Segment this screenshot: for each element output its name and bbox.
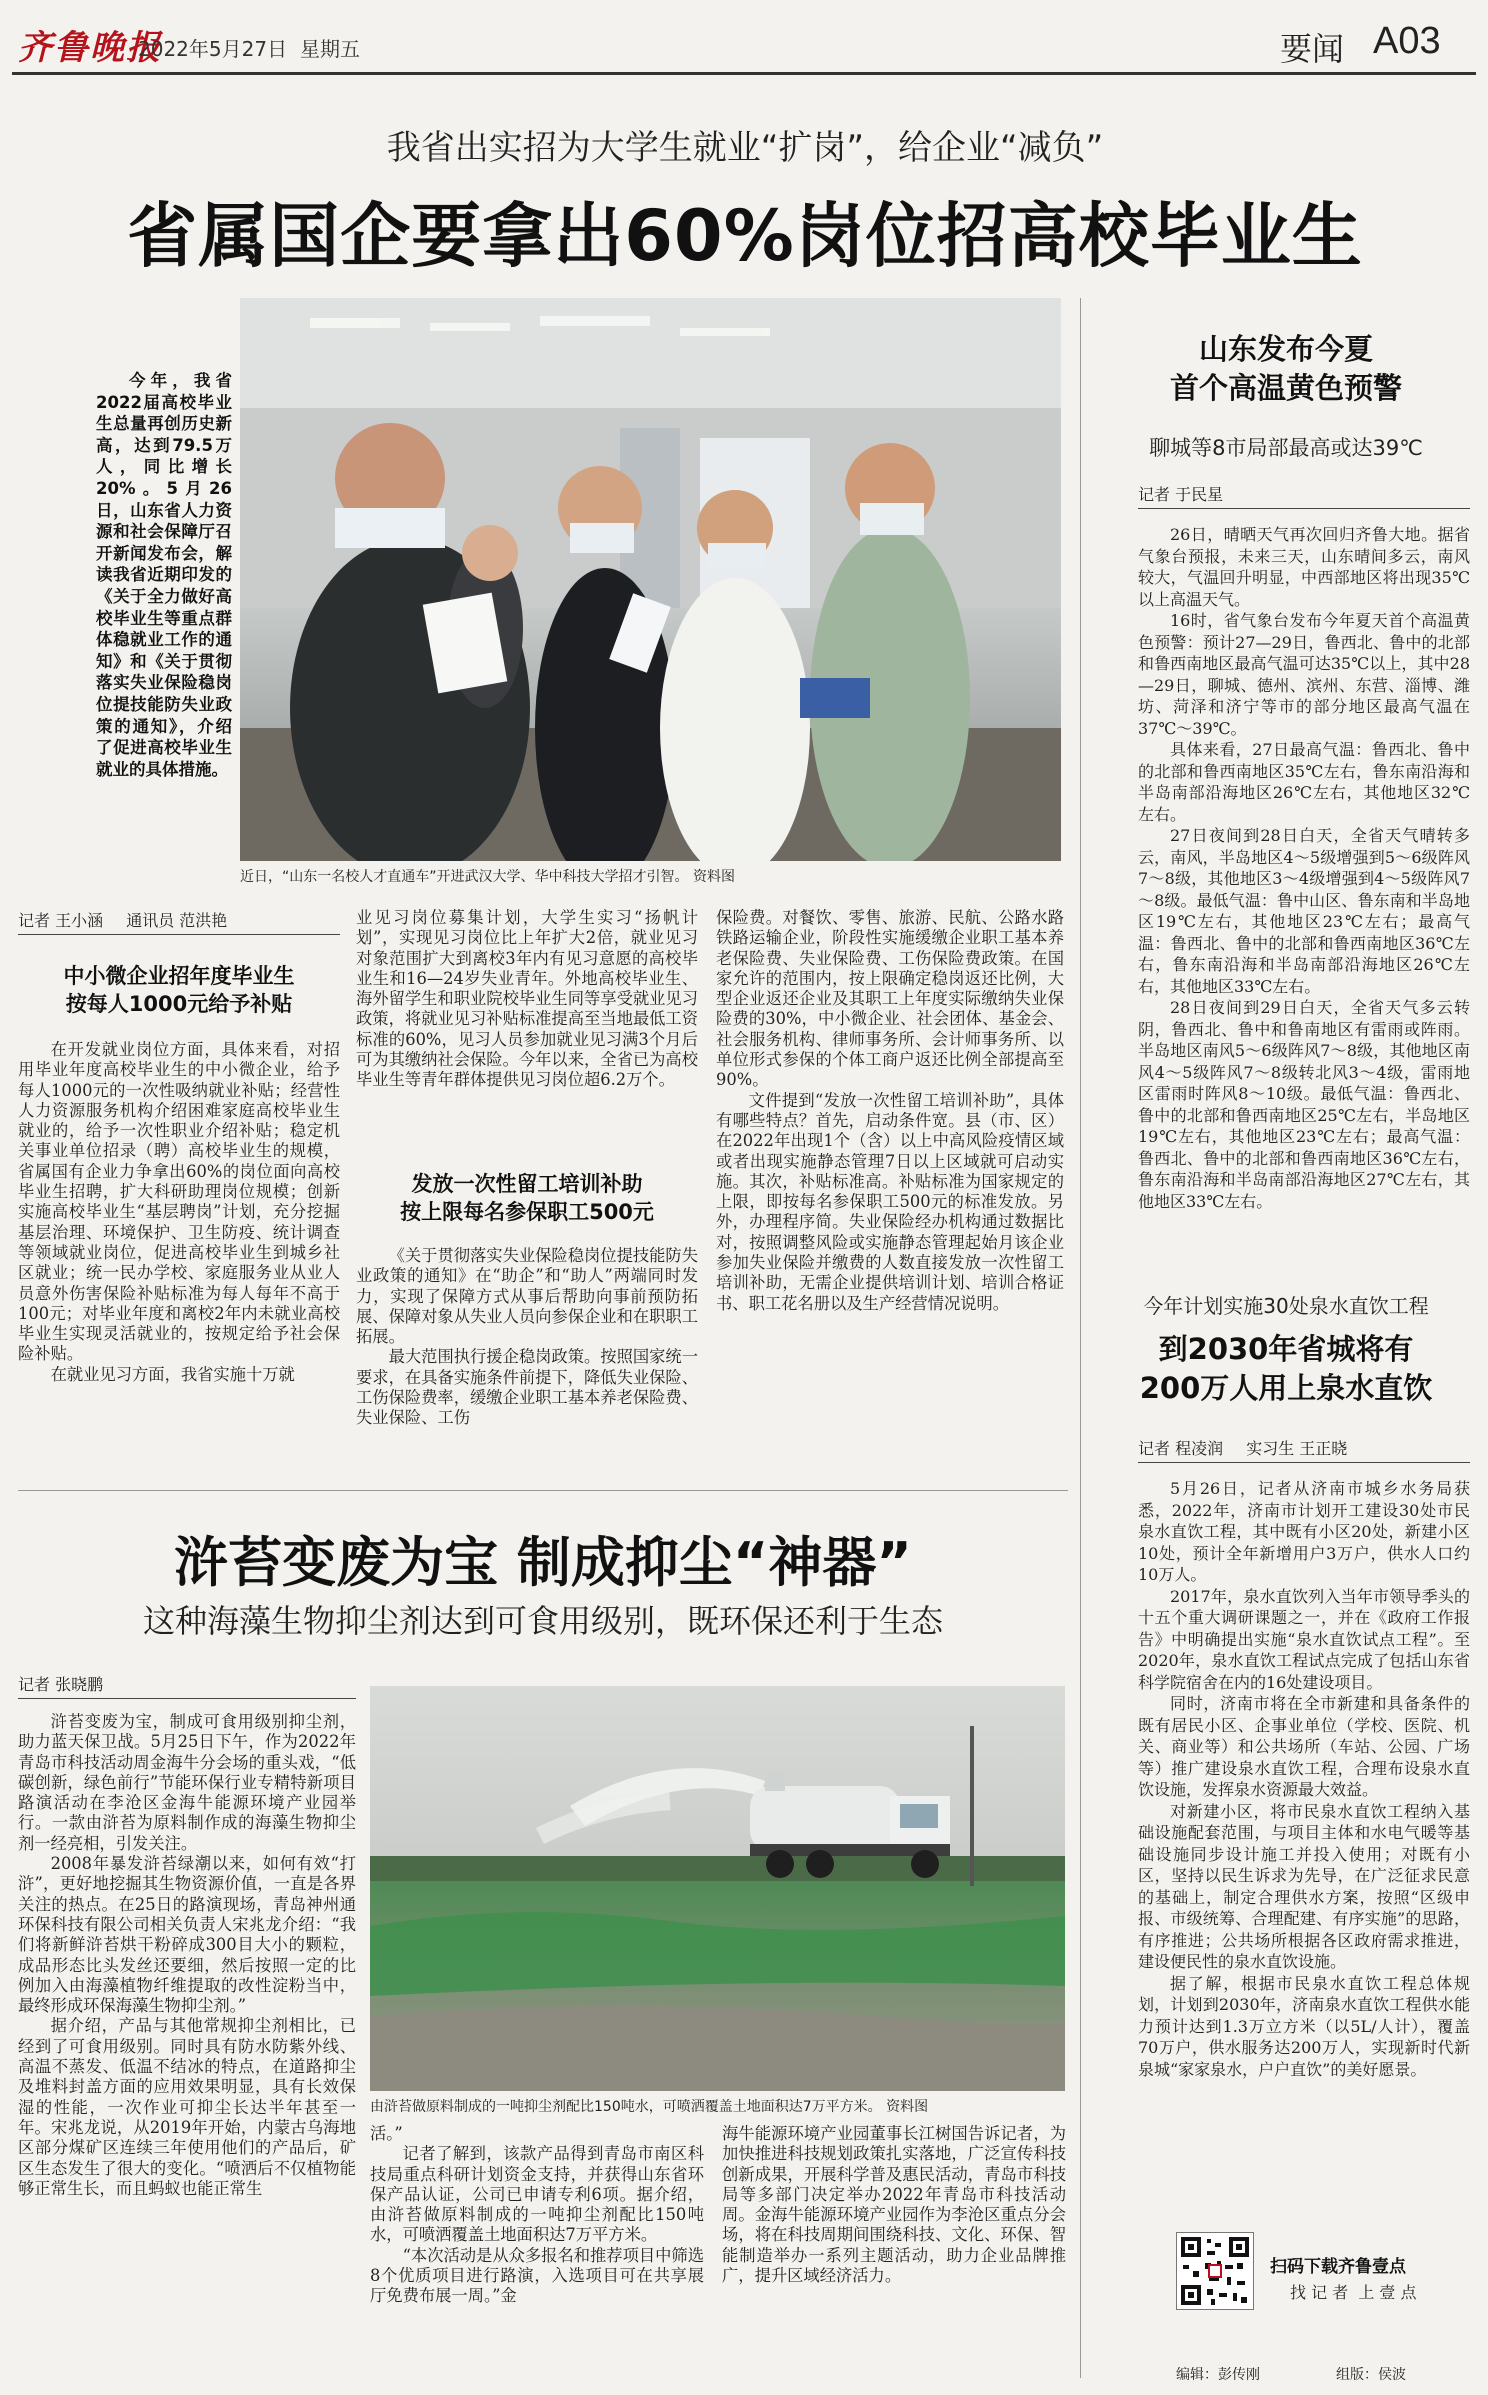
story1-col1-para: 在开发就业岗位方面，具体来看，对招用毕业年度高校毕业生的中小微企业，给予每人1000元的一次性吸纳就业补贴；经营性人力资源服务机构介绍困难家庭高校毕业生就业的，给予一次性职业介绍补贴；稳定机关事业单位招录（聘）高校毕业生的规模，省属国有企业力争拿出60%的岗位面向高校毕业生招聘，扩大科研助理岗位规模；创新实施高校毕业生“基层聘岗”计划，充分挖掘基层治理、环境保护、卫生防疫、统计调查等领域就业岗位，促进高校毕业生到城乡社区就业；统一民办学校、家庭服务业从业人员意外伤害保险补贴标准为每人每年不高于100元；对毕业年度和离校2年内未就业高校毕业生实现灵活就业的，按规定给予社会保险补贴。 [18,1040,340,1364]
story2-byline: 记者 张晓鹏 [18,1675,104,1694]
section-label: 要闻 [1280,30,1345,68]
side2-byline [1138,1436,1365,1459]
side2-para-5: 据了解，根据市民泉水直饮工程总体规划，计划到2030年，济南泉水直饮工程供水能力预计达到1.3万立方米（以5L/人计），覆盖70万户，供水服务达200万人，实现新时代新泉城“家家泉水，户户直饮”的美好愿景。 [1138,1973,1470,2079]
qr-sublabel: 找 记 者 上 壹 点 [1290,2283,1417,2302]
side1-deck: 聊城等8市局部最高或达39℃ [1149,436,1423,460]
story2-col1c-para: 据介绍，产品与其他常规抑尘剂相比，已经到了可食用级别。同时具有防水防紫外线、高温不蒸发、低温不结冰的特点，在道路抑尘及堆料封盖方面的应用效果明显，具有长效保湿的性能，一次作业可抑尘长达半年甚至一年。宋兆龙说，从2019年开始，内蒙古乌海地区部分煤矿区连续三年使用他们的产品后，矿区生态发生了很大的变化。“喷洒后不仅植物能够正常生长，而且蚂蚁也能正常生 [18,2016,356,2198]
side1-para-3: 具体来看，27日最高气温：鲁西北、鲁中的北部和鲁西南地区35℃左右，鲁东南沿海和半岛南部沿海地区26℃左右，其他地区32℃左右。 [1138,740,1470,824]
story1-column-3 [716,908,1064,1314]
side2-body [1138,1478,1470,2080]
story1-photo-caption: 近日，“山东一名校人才直通车”开进武汉大学、华中科技大学招才引智。 资料图 [240,869,735,885]
story2-headline: 浒苔变废为宝 制成抑尘“神器” [174,1531,912,1594]
story1-headline: 省属国企要拿出60%岗位招高校毕业生 [127,195,1363,277]
story1-col2c-para: 最大范围执行援企稳岗政策。按照国家统一要求，在具备实施条件前提下，降低失业保险、工伤保险费率，缓缴企业职工基本养老保险费、失业保险、工伤 [356,1347,698,1428]
story2-top-rule [18,1490,1068,1491]
side2-byline-reporter: 记者 程凌润 [1138,1439,1224,1458]
story1-col3b-para: 文件提到“发放一次性留工培训补助”，具体有哪些特点？首先，启动条件宽。县（市、区）在2022年出现1个（含）以上中高风险疫情区域或者出现实施静态管理7日以上区域就可启动实施。其次，补贴标准高。补贴标准为国家规定的上限，即按每名参保职工500元的标准发放。另外，办理程序简。失业保险经办机构通过数据比对，按照调整风险或实施静态管理起始月该企业参加失业保险并缴费的人数直接发放一次性留工培训补助，无需企业提供培训计划、培训合格证书、职工花名册以及生产经营情况说明。 [716,1090,1064,1313]
side1-headline: 山东发布今夏 首个高温黄色预警 [1169,332,1402,406]
side2-para-4: 对新建小区，将市民泉水直饮工程纳入基础设施配套范围，与项目主体和水电气暖等基础设施同步设计施工并投入使用；对既有小区，坚持以民生诉求为先导，在广泛征求民意的基础上，制定合理供水方案，按照“区级申报、市级统筹、合理配建、有序实施”的思路，有序推进；公共场所根据各区政府需求推进，建设便民性的泉水直饮设施。 [1138,1801,1470,1971]
story1-col1-para-b: 在就业见习方面，我省实施十万就 [50,1364,295,1384]
sidebar-divider [1080,298,1081,2378]
story2-column-1 [18,1712,356,2199]
story1-byline-reporter: 记者 王小涵 [18,911,104,930]
side2-para-3: 同时，济南市将在全市新建和具备条件的既有居民小区、企事业单位（学校、医院、机关、商业等）和公共场所（车站、公园、广场等）推广建设泉水直饮工程，合理布设泉水直饮设施，发挥泉水资源最大效益。 [1138,1694,1470,1799]
story2-col2b-para: 记者了解到，该款产品得到青岛市南区科技局重点科研计划资金支持，并获得山东省环保产品认证，公司已申请专利6项。据介绍，由浒苔做原料制成的一吨抑尘剂配比150吨水，可喷洒覆盖土地面积达7万平方米。 [370,2144,704,2245]
footer-editor: 编辑：彭传刚 [1176,2367,1260,2383]
story1-byline-rule [18,934,340,935]
story1-photo [240,298,1061,861]
story1-subhead-2: 发放一次性留工培训补助 按上限每名参保职工500元 [400,1172,654,1225]
side2-byline-rule [1138,1462,1470,1463]
story1-column-2 [356,908,698,1091]
story2-col3-para: 海牛能源环境产业园董事长江树国告诉记者，为加快推进科技规划政策扎实落地，广泛宣传科技创新成果，开展科学普及惠民活动，青岛市科技局等多部门决定举办2022年青岛市科技活动周。金海牛能源环境产业园作为李沧区重点分会场，将在科技周期间围绕科技、文化、环保、智能制造举办一系列主题活动，助力企业品牌推广，提升区域经济活力。 [722,2124,1066,2286]
story2-photo [370,1686,1065,2091]
side2-kicker: 今年计划实施30处泉水直饮工程 [1143,1294,1429,1318]
story1-lead-text: 今年，我省2022届高校毕业生总量再创历史新高，达到79.5万人，同比增长20%。5月26日，山东省人力资源和社会保障厅召开新闻发布会，解读我省近期印发的《关于全力做好高校毕业生等重点群体稳就业工作的通知》和《关于贯彻落实失业保险稳岗位提技能防失业政策的通知》，介绍了促进高校毕业生就业的具体措施。 [96,371,232,779]
side1-body [1138,524,1470,1212]
page-number: A03 [1373,20,1441,62]
story1-byline-correspondent: 通讯员 范洪艳 [126,911,228,930]
dust-suppressant-spray-illustration [370,1686,1065,2091]
footer-layout: 组版：侯波 [1336,2367,1406,2383]
story2-deck: 这种海藻生物抑尘剂达到可食用级别，既环保还利于生态 [142,1602,943,1640]
side1-para-1: 26日，晴晒天气再次回归齐鲁大地。据省气象台预报，未来三天，山东晴间多云，南风较大，气温回升明显，中西部地区将出现35℃以上高温天气。 [1138,525,1470,609]
qr-code-icon [1177,2233,1253,2309]
story2-col2c-para: “本次活动是从众多报名和推荐项目中筛选8个优质项目进行路演，入选项目可在共享展厅免费布展一周。”金 [370,2245,704,2306]
story2-column-3 [722,2124,1066,2286]
story1-kicker: 我省出实招为大学生就业“扩岗”，给企业“减负” [386,128,1104,168]
side2-para-1: 5月26日，记者从济南市城乡水务局获悉，2022年，济南市计划开工建设30处市民泉水直饮工程，其中既有小区20处，新建小区10处，预计全年新增用户3万户，供水人口约10万人。 [1138,1479,1470,1584]
side1-para-5: 28日夜间到29日白天，全省天气多云转阴，鲁西北、鲁中和鲁南地区有雷雨或阵雨。半岛地区南风5～6级阵风7～8级，其他地区南风4～5级阵风7～8级转北风3～4级，雷雨地区雷雨时阵风8～10级。最低气温：鲁西北、鲁中的北部和鲁西南地区25℃左右，半岛地区19℃左右，其他地区23℃左右；最高气温：鲁西北、鲁中的北部和鲁西南地区36℃左右，鲁东南沿海和半岛南部沿海地区27℃左右，其他地区33℃左右。 [1138,998,1470,1211]
masthead-logo: 齐鲁晚报 [18,28,162,68]
story2-photo-caption: 由浒苔做原料制成的一吨抑尘剂配比150吨水，可喷洒覆盖土地面积达7万平方米。 资料图 [370,2099,929,2115]
side1-byline: 记者 于民星 [1138,485,1224,504]
story1-byline [18,908,245,931]
side1-byline-rule [1138,508,1470,509]
story2-byline-rule [18,1698,356,1699]
side1-para-2: 16时，省气象台发布今年夏天首个高温黄色预警：预计27—29日，鲁西北、鲁中的北部和鲁西南地区最高气温可达35℃以上，其中28—29日，聊城、德州、滨州、东营、淄博、潍坊、菏泽和济宁等市的部分地区最高气温在37℃～39℃。 [1138,611,1470,738]
job-fair-illustration [240,298,1061,861]
story1-lead [96,370,232,780]
story2-col2-para: 活。” [370,2124,403,2143]
header-rule [12,72,1476,75]
story2-column-2 [370,2124,704,2307]
issue-date: 2022年5月27日 [138,37,288,61]
qr-code[interactable] [1176,2232,1254,2310]
side2-para-2: 2017年，泉水直饮列入当年市领导季头的十五个重大调研课题之一，并在《政府工作报告》中明确提出实施“泉水直饮试点工程”。至2020年，泉水直饮工程试点完成了包括山东省科学院宿舍在内的16处建设项目。 [1138,1586,1470,1692]
side2-headline: 到2030年省城将有 200万人用上泉水直饮 [1139,1332,1433,1406]
story1-col2b-para: 《关于贯彻落实失业保险稳岗位提技能防失业政策的通知》在“助企”和“助人”两端同时发力，实现了保障方式从事后帮助向事前预防拓展、保障对象从失业人员向参保企业和在职职工拓展。 [356,1246,698,1347]
qr-label: 扫码下载齐鲁壹点 [1270,2257,1406,2277]
story1-column-2b [356,1246,698,1429]
story1-subhead-1: 中小微企业招年度毕业生 按每人1000元给予补贴 [63,964,295,1017]
story1-column-1 [18,1040,340,1385]
issue-weekday: 星期五 [300,37,360,61]
side2-byline-intern: 实习生 王正晓 [1246,1439,1348,1458]
story1-col2-para: 业见习岗位募集计划，大学生实习“扬帆计划”，实现见习岗位比上年扩大2倍，就业见习对象范围扩大到离校3年内有见习意愿的高校毕业生和16—24岁失业青年。外地高校毕业生、海外留学生和职业院校毕业生同等享受就业见习政策，将就业见习补贴标准提高至当地最低工资标准的60%，见习人员参加就业见习满3个月后可为其缴纳社会保险。今年以来，全省已为高校毕业生等青年群体提供见习岗位超6.2万个。 [356,908,698,1090]
story2-col1-para: 浒苔变废为宝，制成可食用级别抑尘剂，助力蓝天保卫战。5月25日下午，作为2022年青岛市科技活动周金海牛分会场的重头戏，“低碳创新，绿色前行”节能环保行业专精特新项目路演活动在李沧区金海牛能源环境产业园举行。一款由浒苔为原料制作成的海藻生物抑尘剂一经亮相，引发关注。 [18,1712,356,1853]
side1-para-4: 27日夜间到28日白天，全省天气晴转多云，南风，半岛地区4～5级增强到5～6级阵风7～8级，其他地区3～4级增强到4～5级阵风7～8级。最低气温：鲁中山区、鲁东南和半岛地区19℃左右，其他地区23℃左右；最高气温：鲁西北、鲁中的北部和鲁西南地区36℃左右，鲁东南沿海和半岛南部沿海地区26℃左右，其他地区33℃左右。 [1138,826,1470,996]
story1-col3-para: 保险费。对餐饮、零售、旅游、民航、公路水路铁路运输企业，阶段性实施缓缴企业职工基本养老保险费、失业保险费、工伤保险费政策。在国家允许的范围内，按上限确定稳岗返还比例，大型企业返还企业及其职工上年度实际缴纳失业保险费的30%，中小微企业、社会团体、基金会、社会服务机构、律师事务所、会计师事务所、以单位形式参保的个体工商户返还比例全部提高至90%。 [716,908,1064,1090]
story2-col1b-para: 2008年暴发浒苔绿潮以来，如何有效“打浒”，更好地挖掘其生物资源价值，一直是各界关注的热点。在25日的路演现场，青岛神州通环保科技有限公司相关负责人宋兆龙介绍：“我们将新鲜浒苔烘干粉碎成300目大小的颗粒，成品形态比头发丝还要细，然后按照一定的比例加入由海藻植物纤维提取的改性淀粉当中，最终形成环保海藻生物抑尘剂。” [18,1854,356,2016]
